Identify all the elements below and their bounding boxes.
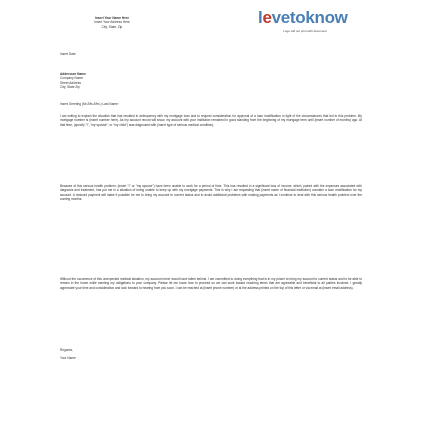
logo-note: Logo will not print with document [283,29,327,33]
recipient-company: Company Name [60,76,84,81]
greeting: Insert Greeting (Mr./Ms./Mrs.) Last Name: [60,102,119,106]
recipient-city: City, State Zip [60,84,80,89]
paragraph-1: I am writing to explain the situation that has resulted in delinquency with my mortgage loan and to request consideration for approval of a loan modification in light of the circumstances that led to this problem. My mortgage number is (insert number here). As my account record will show, my account with your institution remained in good standing from the beginning of my mortgage term until (insert number of months) ago. At that time, (specify "I", "my spouse", or "my child") was diagnosed with (insert type of serious medical condition). [60,114,362,127]
recipient-name: Addressee Name [60,72,86,76]
recipient-street: Street Address [60,80,81,85]
levetoknow-logo [258,8,348,28]
closing: Regards, [60,348,73,352]
logo-part-2: e [262,8,272,27]
signature-name: Your Name [60,356,76,360]
logo-part-1: l [258,8,263,27]
paragraph-3: Without the occurrence of this unexpected medical situation, my account never would have fallen behind. I am committed to doing everything that is in my power to bring my account to current status and to be able to remain in the home while meeting my obligations to your company. Please let me know how to proceed so we can work toward reaching terms that are agreeable and beneficial to all parties involved. I greatly appreciate your time and consideration and look forward to hearing from you soon. I can be reached at (insert phone number) or at the address printed on the top of this letter or via email at (insert email address). [60,277,362,290]
date-line: Insert Date [60,52,76,56]
sender-block [62,16,162,29]
sender-street: Insert Your Address Here [94,20,130,25]
sender-name: Insert Your Name Here [94,16,130,20]
sender-city: City, State, Zip [101,24,123,29]
logo-part-3: vetoknow [271,8,348,27]
paragraph-2: Because of this serious health problem, (insert "I" or "my spouse") have been unable to work for a period of time. This has resulted in a significant loss of income, which, paired with the expenses associated with diagnosis and treatment, has put me in a situation of being unable to keep up with my mortgage payments. This is why I am requesting that (insert name of financial institution) consider a loan modification for my account. A reduced payment will make it possible for me to bring my account to current status and to avoid additional problems with making payments as I continue to deal with this serious health problem over the coming months. [60,184,362,202]
recipient-block [60,72,86,89]
